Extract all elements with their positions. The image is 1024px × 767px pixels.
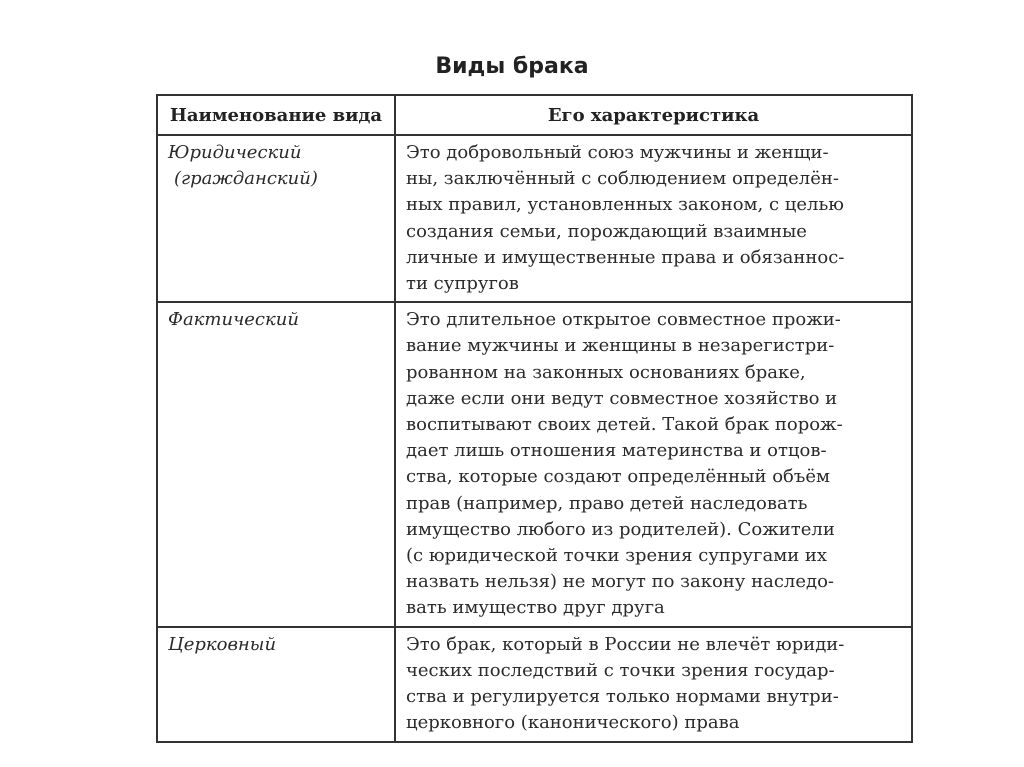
description-line: рованном на законных основаниях браке,	[406, 361, 806, 383]
description-line: ны, заключённый с соблюдением определён-	[406, 168, 839, 190]
column-header-type-name: Наименование вида	[157, 95, 395, 135]
description-line: имущество любого из родителей). Сожители	[406, 518, 835, 540]
table-row	[157, 302, 912, 626]
description-line: ти супругов	[406, 273, 519, 295]
type-name-line: Фактический	[168, 309, 299, 331]
table-row	[157, 135, 912, 302]
description-line: церковного (канонического) права	[406, 712, 740, 734]
type-name-line: Церковный	[168, 633, 277, 655]
type-name-cell	[157, 302, 395, 626]
description-line: вание мужчины и женщины в незарегистри-	[406, 335, 835, 357]
description-line: Это добровольный союз мужчины и женщи-	[406, 142, 829, 163]
description-line: назвать нельзя) не могут по закону наследо-	[406, 571, 835, 593]
type-description-cell	[395, 135, 912, 302]
description-line: вать имущество друг друга	[406, 597, 665, 619]
description-line: прав (например, право детей наследовать	[406, 492, 808, 514]
description-line: дает лишь отношения материнства и отцов-	[406, 440, 827, 462]
type-name-line: (гражданский)	[174, 168, 318, 189]
table-row	[157, 627, 912, 742]
description-line: Это длительное открытое совместное прожи-	[406, 309, 841, 331]
type-name-cell	[157, 627, 395, 742]
page-title: Виды брака	[435, 54, 589, 79]
type-name-line: Юридический	[168, 142, 302, 163]
marriage-types-table	[156, 94, 913, 743]
description-line: (с юридической точки зрения супругами их	[406, 545, 828, 567]
description-line: ства и регулируется только нормами внутри-	[406, 686, 839, 708]
description-line: создания семьи, порождающий взаимные	[406, 220, 807, 242]
type-description-cell	[395, 627, 912, 742]
description-line: ных правил, установленных законом, с целью	[406, 194, 844, 216]
type-name-cell	[157, 135, 395, 302]
description-line: личные и имущественные права и обязаннос-	[406, 246, 845, 268]
description-line: даже если они ведут совместное хозяйство и	[406, 387, 838, 409]
column-header-characteristic: Его характеристика	[395, 95, 912, 135]
description-line: Это брак, который в России не влечёт юриди-	[406, 633, 845, 655]
description-line: ства, которые создают определённый объём	[406, 466, 831, 488]
table-header-row	[157, 95, 912, 135]
type-description-cell	[395, 302, 912, 626]
description-line: воспитывают своих детей. Такой брак порож-	[406, 414, 843, 436]
description-line: ческих последствий с точки зрения государ-	[406, 659, 835, 681]
